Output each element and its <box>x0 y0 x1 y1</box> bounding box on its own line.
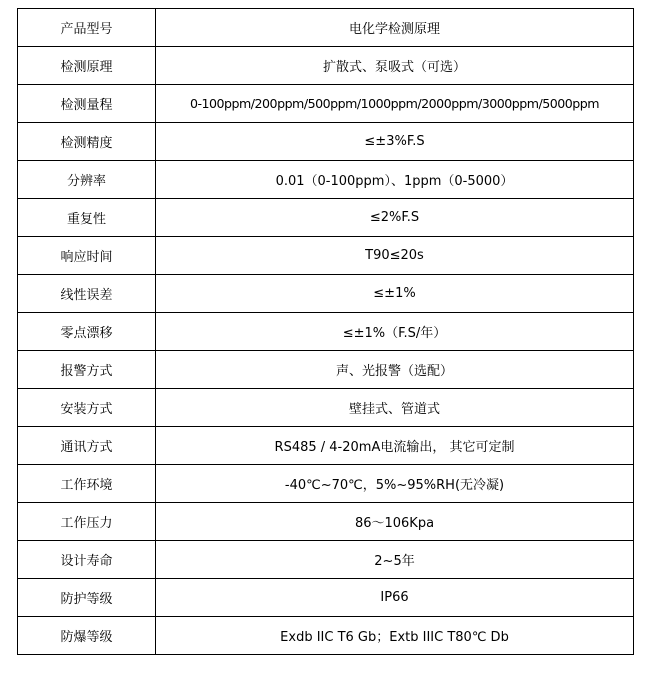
row-value: 0.01（0-100ppm）、1ppm（0-5000） <box>156 161 634 199</box>
row-value: RS485 / 4-20mA电流输出， 其它可定制 <box>156 427 634 465</box>
row-label: 响应时间 <box>18 237 156 275</box>
table-row <box>18 579 634 617</box>
row-value: IP66 <box>156 579 634 617</box>
row-value: 声、光报警（选配） <box>156 351 634 389</box>
table-row <box>18 237 634 275</box>
row-value: Exdb IIC T6 Gb；Extb IIIC T80℃ Db <box>156 617 634 655</box>
table-row <box>18 9 634 47</box>
table-row <box>18 465 634 503</box>
row-value: ≤±1% <box>156 275 634 313</box>
row-value: 86～106Kpa <box>156 503 634 541</box>
spec-table <box>17 8 634 655</box>
table-row <box>18 275 634 313</box>
row-value: 扩散式、泵吸式（可选） <box>156 47 634 85</box>
row-value: 壁挂式、管道式 <box>156 389 634 427</box>
table-row <box>18 427 634 465</box>
table-row <box>18 199 634 237</box>
table-row <box>18 313 634 351</box>
row-label: 检测量程 <box>18 85 156 123</box>
row-label: 检测原理 <box>18 47 156 85</box>
row-label: 工作压力 <box>18 503 156 541</box>
table-row <box>18 47 634 85</box>
row-value: ≤2%F.S <box>156 199 634 237</box>
row-label: 重复性 <box>18 199 156 237</box>
row-label: 产品型号 <box>18 9 156 47</box>
row-value: T90≤20s <box>156 237 634 275</box>
row-label: 设计寿命 <box>18 541 156 579</box>
row-label: 防护等级 <box>18 579 156 617</box>
table-row <box>18 123 634 161</box>
row-label: 报警方式 <box>18 351 156 389</box>
table-row <box>18 85 634 123</box>
row-label: 检测精度 <box>18 123 156 161</box>
row-value: 0-100ppm/200ppm/500ppm/1000ppm/2000ppm/3000ppm/5000ppm <box>156 85 634 123</box>
row-label: 通讯方式 <box>18 427 156 465</box>
table-row <box>18 351 634 389</box>
table-row <box>18 161 634 199</box>
row-label: 防爆等级 <box>18 617 156 655</box>
row-label: 安装方式 <box>18 389 156 427</box>
table-row <box>18 503 634 541</box>
row-label: 工作环境 <box>18 465 156 503</box>
row-value: ≤±3%F.S <box>156 123 634 161</box>
row-label: 零点漂移 <box>18 313 156 351</box>
table-row <box>18 617 634 655</box>
table-row <box>18 541 634 579</box>
row-label: 分辨率 <box>18 161 156 199</box>
row-label: 线性误差 <box>18 275 156 313</box>
row-value: ≤±1%（F.S/年） <box>156 313 634 351</box>
table-row <box>18 389 634 427</box>
row-value: -40℃~70℃，5%~95%RH(无冷凝) <box>156 465 634 503</box>
row-value: 2~5年 <box>156 541 634 579</box>
row-value: 电化学检测原理 <box>156 9 634 47</box>
